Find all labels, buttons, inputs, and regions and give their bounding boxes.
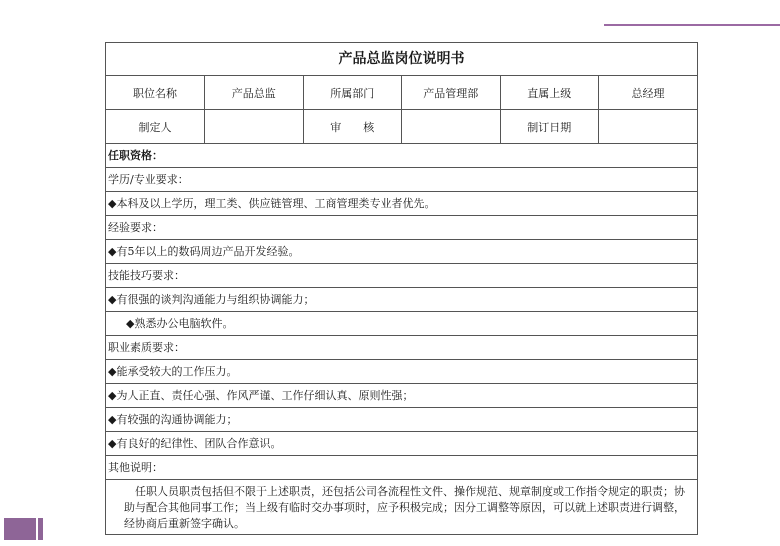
reviewer-label: 审 核 bbox=[303, 110, 402, 144]
quality-item: ◆有较强的沟通协调能力； bbox=[106, 408, 697, 432]
reviewer-value bbox=[402, 110, 501, 144]
education-item: ◆本科及以上学历，理工类、供应链管理、工商管理类专业者优先。 bbox=[106, 192, 697, 216]
quality-item: ◆有良好的纪律性、团队合作意识。 bbox=[106, 432, 697, 456]
skills-item: ◆有很强的谈判沟通能力与组织协调能力； bbox=[106, 288, 697, 312]
top-decorative-line bbox=[604, 24, 780, 26]
experience-label: 经验要求： bbox=[106, 216, 697, 240]
meta-row-approval bbox=[106, 110, 697, 144]
skills-label: 技能技巧要求： bbox=[106, 264, 697, 288]
quality-item: ◆能承受较大的工作压力。 bbox=[106, 360, 697, 384]
quality-label: 职业素质要求： bbox=[106, 336, 697, 360]
supervisor-label: 直属上级 bbox=[500, 76, 599, 110]
quality-item: ◆为人正直、责任心强、作风严谨、工作仔细认真、原则性强； bbox=[106, 384, 697, 408]
other-label: 其他说明： bbox=[106, 456, 697, 480]
position-name-value: 产品总监 bbox=[205, 76, 304, 110]
education-label: 学历/专业要求： bbox=[106, 168, 697, 192]
qualifications-heading: 任职资格： bbox=[106, 144, 697, 168]
author-label: 制定人 bbox=[106, 110, 205, 144]
document-title: 产品总监岗位说明书 bbox=[106, 43, 697, 76]
position-name-label: 职位名称 bbox=[106, 76, 205, 110]
author-value bbox=[205, 110, 304, 144]
other-paragraph: 任职人员职责包括但不限于上述职责，还包括公司各流程性文件、操作规范、规章制度或工作指令规定的职责；协助与配合其他同事工作；当上级有临时交办事项时，应予积极完成；因分工调整等原因，可以就上述职责进行调整，经协商后重新签字确认。 bbox=[124, 485, 685, 530]
department-value: 产品管理部 bbox=[402, 76, 501, 110]
date-value bbox=[599, 110, 698, 144]
meta-table bbox=[106, 76, 697, 144]
corner-accent-bar bbox=[38, 518, 43, 540]
department-label: 所属部门 bbox=[303, 76, 402, 110]
skills-item: ◆熟悉办公电脑软件。 bbox=[106, 312, 697, 336]
corner-accent-block bbox=[4, 518, 36, 540]
job-description-document bbox=[105, 42, 698, 535]
supervisor-value: 总经理 bbox=[599, 76, 698, 110]
date-label: 制订日期 bbox=[500, 110, 599, 144]
meta-row-position bbox=[106, 76, 697, 110]
experience-item: ◆有5年以上的数码周边产品开发经验。 bbox=[106, 240, 697, 264]
